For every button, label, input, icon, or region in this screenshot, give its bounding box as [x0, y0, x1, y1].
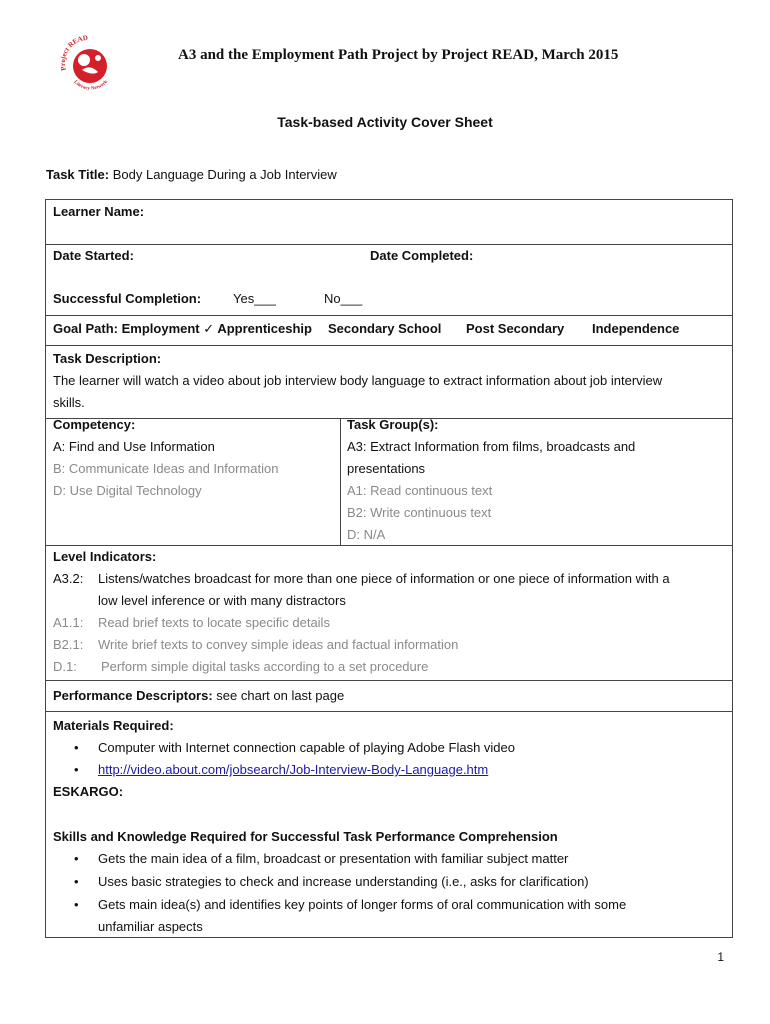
cover-sheet-title: Task-based Activity Cover Sheet — [277, 114, 493, 130]
indicator-text: Listens/watches broadcast for more than one piece of information or one piece of information with a — [98, 571, 670, 586]
row-divider — [46, 315, 732, 316]
row-divider — [46, 711, 732, 712]
materials-item: Computer with Internet connection capable of playing Adobe Flash video — [98, 740, 515, 755]
skills-item: Uses basic strategies to check and increase understanding (i.e., asks for clarification) — [98, 874, 589, 889]
skills-item: Gets the main idea of a film, broadcast or presentation with familiar subject matter — [98, 851, 569, 866]
goal-path-secondary-school: Secondary School — [328, 321, 442, 336]
video-link[interactable]: http://video.about.com/jobsearch/Job-Interview-Body-Language.htm — [98, 762, 489, 777]
goal-path-employment: Goal Path: Employment — [53, 321, 200, 336]
indicator-code: D.1: — [53, 659, 77, 674]
completion-no: No___ — [324, 291, 363, 306]
performance-value: see chart on last page — [212, 688, 345, 703]
document-title: A3 and the Employment Path Project by Project READ, March 2015 — [178, 47, 619, 63]
bullet-icon: • — [74, 874, 79, 889]
indicator-text: Write brief texts to convey simple ideas and factual information — [98, 637, 459, 652]
performance-label: Performance Descriptors: — [53, 688, 213, 703]
task-title — [46, 167, 337, 182]
row-divider — [46, 345, 732, 346]
cover-sheet-table — [45, 199, 733, 938]
task-title-label: Task Title: — [46, 167, 110, 182]
materials-link-wrap — [98, 759, 488, 781]
date-started-label: Date Started: — [53, 248, 134, 263]
svg-text:Literacy Network: Literacy Network — [72, 79, 110, 92]
goal-path-independence: Independence — [592, 321, 680, 336]
bullet-icon: • — [74, 897, 79, 912]
materials-label: Materials Required: — [53, 718, 174, 733]
indicator-code: A1.1: — [53, 615, 84, 630]
task-title-value: Body Language During a Job Interview — [112, 167, 337, 182]
page-number: 1 — [717, 950, 724, 964]
competency-label: Competency: — [53, 417, 136, 432]
task-group-item: presentations — [347, 461, 426, 476]
svg-text:Project READ: Project READ — [58, 33, 89, 72]
successful-completion-label: Successful Completion: — [53, 291, 202, 306]
skills-item: Gets main idea(s) and identifies key points of longer forms of oral communication with some — [98, 897, 627, 912]
indicator-text: Perform simple digital tasks according to a set procedure — [101, 659, 429, 674]
row-divider — [46, 680, 732, 681]
bullet-icon: • — [74, 740, 79, 755]
competency-item: A: Find and Use Information — [53, 439, 215, 454]
column-divider — [340, 418, 341, 545]
level-indicators-label: Level Indicators: — [53, 549, 157, 564]
goal-path-apprenticeship: Apprenticeship — [217, 321, 312, 336]
skills-label: Skills and Knowledge Required for Successful Task Performance Comprehension — [53, 829, 558, 844]
indicator-code: B2.1: — [53, 637, 84, 652]
goal-path-post-secondary: Post Secondary — [466, 321, 565, 336]
goal-path-label — [53, 318, 312, 340]
indicator-code: A3.2: — [53, 571, 84, 586]
date-completed-label: Date Completed: — [370, 248, 474, 263]
check-icon: ✓ — [203, 321, 215, 336]
task-description-line: The learner will watch a video about job interview body language to extract information about job interview — [53, 373, 663, 388]
bullet-icon: • — [74, 762, 79, 777]
task-group-item: D: N/A — [347, 527, 386, 542]
bullet-icon: • — [74, 851, 79, 866]
task-group-item: A3: Extract Information from films, broadcasts and — [347, 439, 636, 454]
learner-name-label: Learner Name: — [53, 204, 145, 219]
task-group-item: B2: Write continuous text — [347, 505, 492, 520]
completion-yes: Yes___ — [233, 291, 276, 306]
task-groups-label: Task Group(s): — [347, 417, 439, 432]
indicator-text: low level inference or with many distractors — [98, 593, 346, 608]
competency-item: D: Use Digital Technology — [53, 483, 202, 498]
task-description-line: skills. — [53, 395, 85, 410]
task-group-item: A1: Read continuous text — [347, 483, 493, 498]
eskargo-label: ESKARGO: — [53, 784, 124, 799]
project-read-logo — [52, 30, 126, 94]
skills-item: unfamiliar aspects — [98, 919, 203, 934]
task-description-label: Task Description: — [53, 351, 162, 366]
indicator-text: Read brief texts to locate specific details — [98, 615, 330, 630]
performance-descriptors — [53, 685, 344, 707]
competency-item: B: Communicate Ideas and Information — [53, 461, 279, 476]
